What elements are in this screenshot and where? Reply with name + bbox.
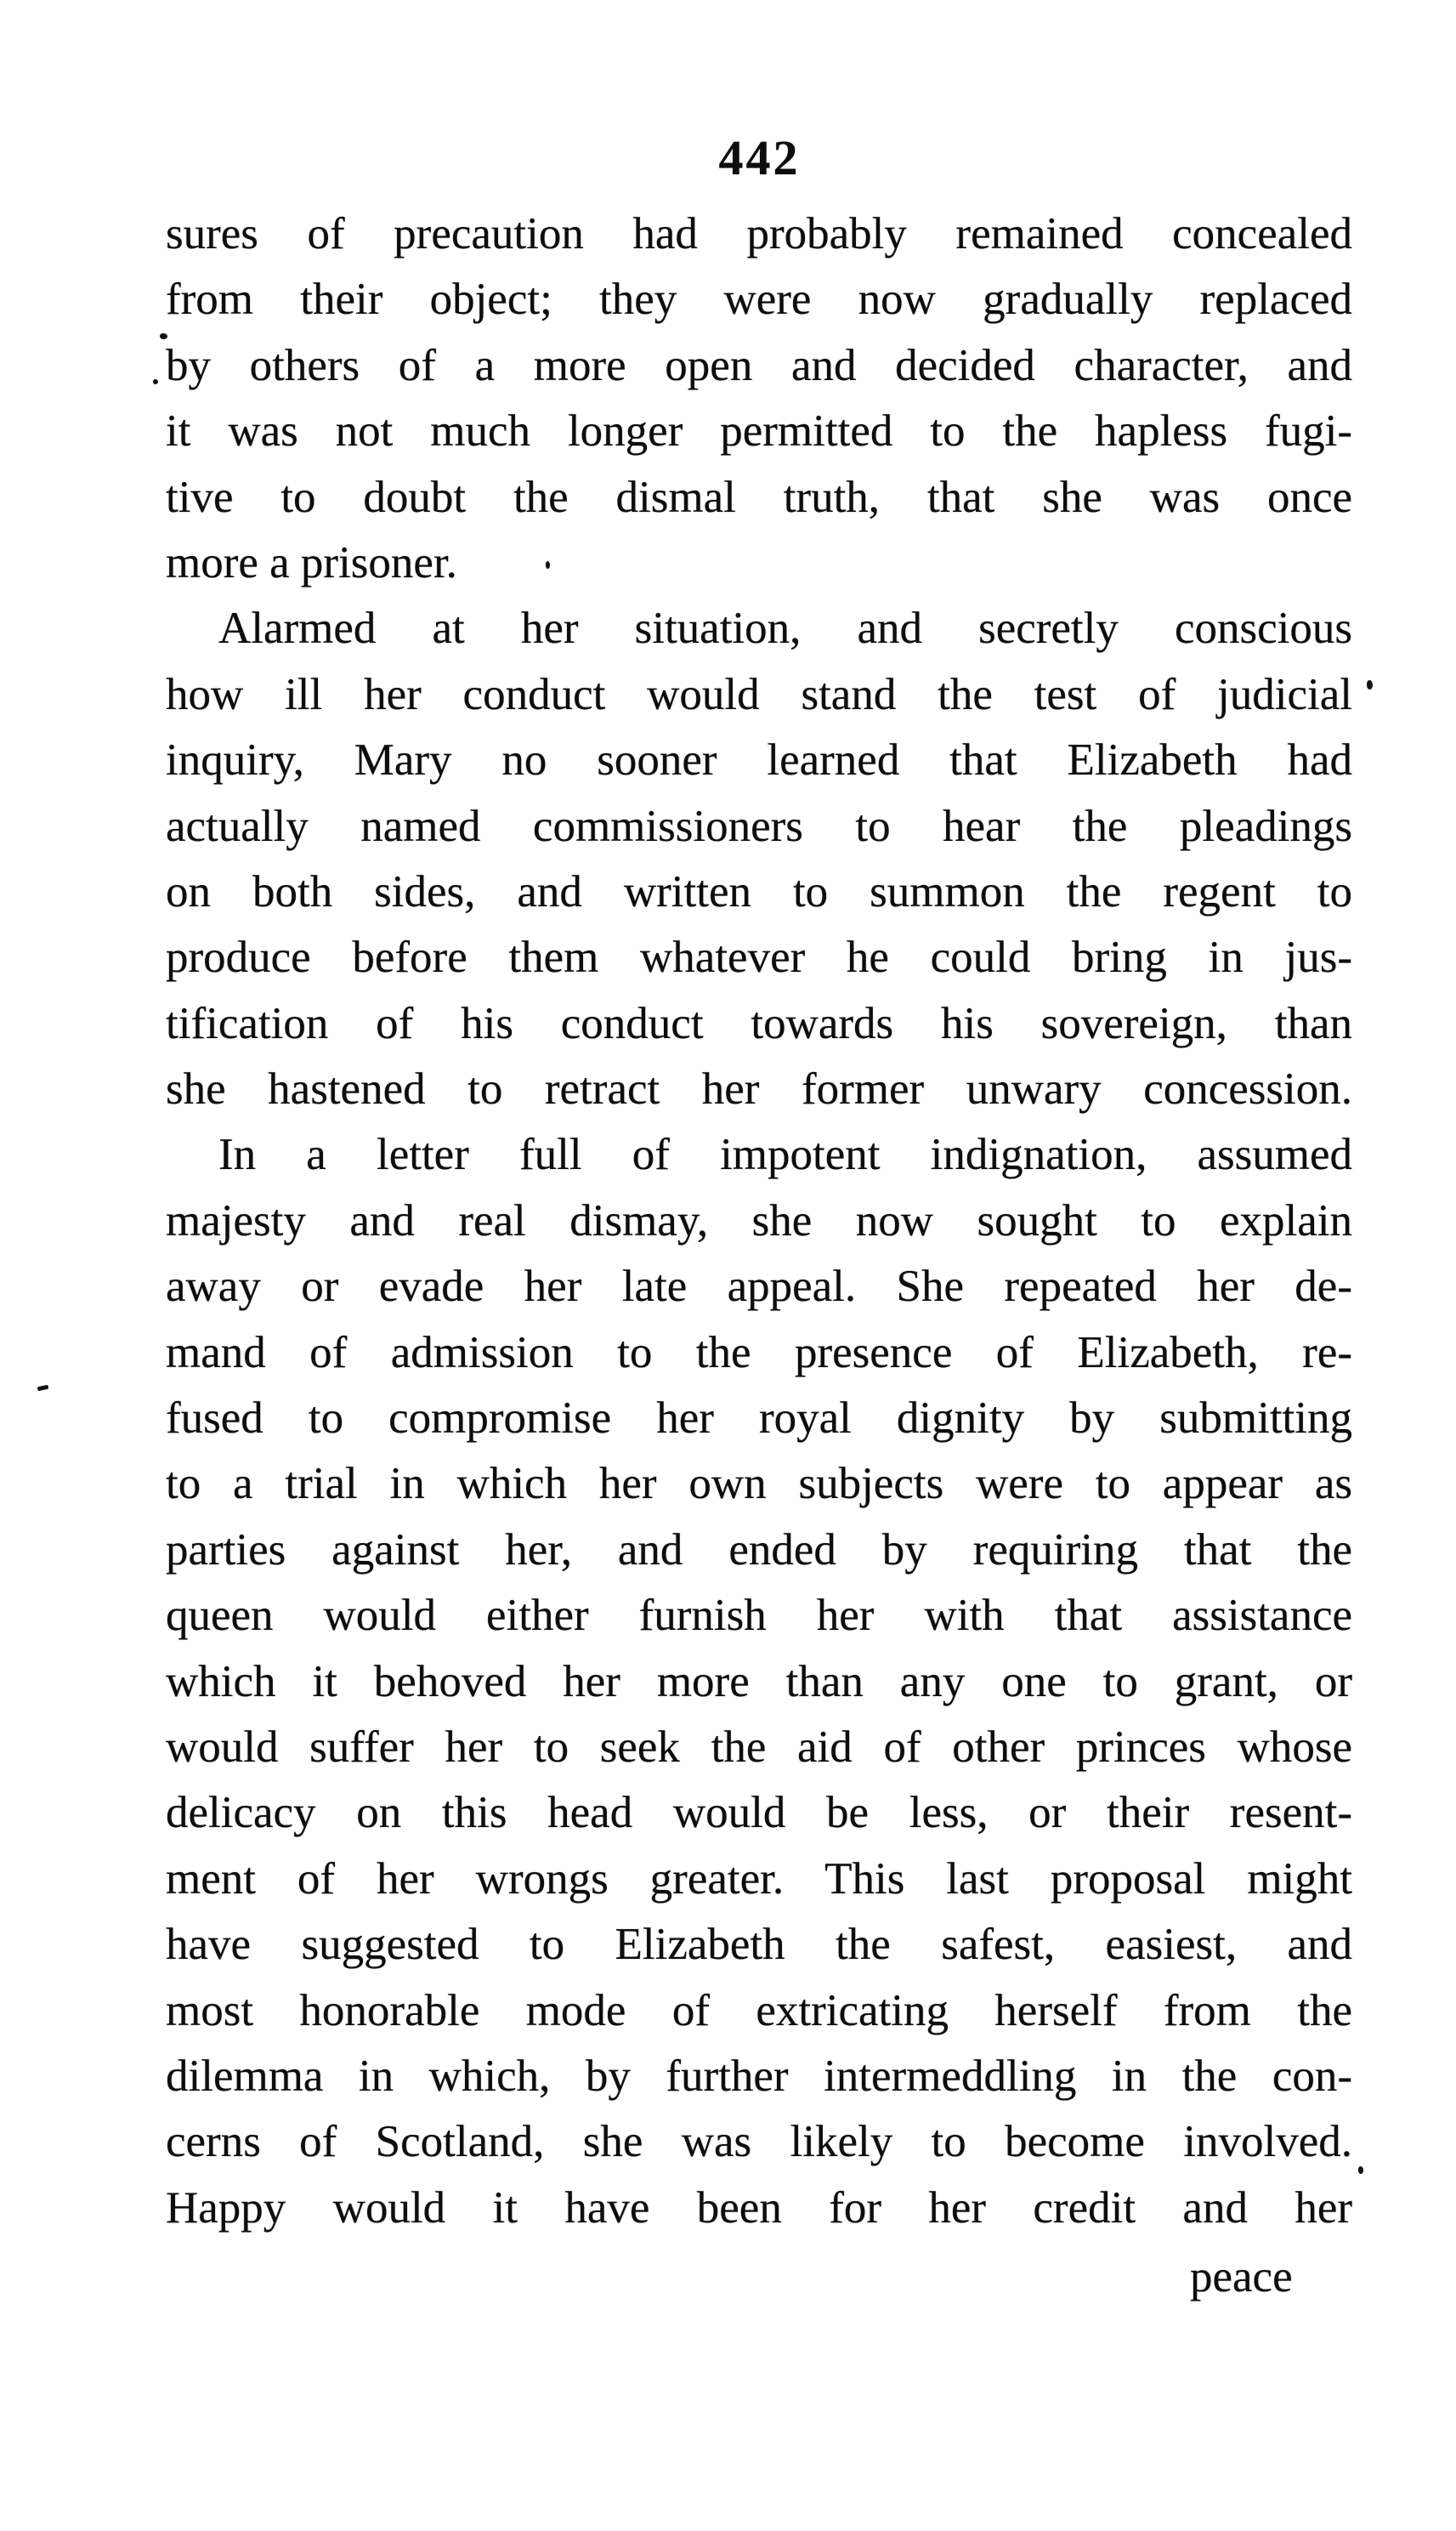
text-line: Alarmed at her situation, and secretly conscious — [218, 604, 1352, 654]
text-line: from their object; they were now gradually replaced — [166, 275, 1352, 325]
text-block — [166, 201, 1352, 2241]
text-line: more a prisoner. — [166, 537, 457, 587]
text-line: actually named commissioners to hear the pleadings — [166, 801, 1352, 851]
text-line: majesty and real dismay, she now sought to explain — [166, 1195, 1352, 1246]
text-line: how ill her conduct would stand the test of judicial — [166, 669, 1352, 719]
text-line: to a trial in which her own subjects were to appear as — [166, 1459, 1352, 1509]
text-line: dilemma in which, by further intermeddling in the con- — [166, 2051, 1352, 2101]
text-line: tive to doubt the dismal truth, that she was once — [166, 472, 1352, 522]
text-line: inquiry, Mary no sooner learned that Elizabeth had — [166, 735, 1352, 786]
text-line: cerns of Scotland, she was likely to become involved. — [166, 2117, 1352, 2167]
text-line: would suffer her to seek the aid of other princes whose — [166, 1722, 1352, 1772]
page-number: 442 — [718, 130, 801, 185]
text-line: by others of a more open and decided character, and — [166, 340, 1352, 390]
text-line: ment of her wrongs greater. This last proposal might — [166, 1853, 1352, 1904]
ink-speck — [1367, 680, 1373, 689]
text-line: away or evade her late appeal. She repeated her de- — [166, 1262, 1352, 1312]
ink-speck — [153, 379, 158, 384]
text-line: queen would either furnish her with that assistance — [166, 1591, 1352, 1641]
text-line: parties against her, and ended by requiring that the — [166, 1524, 1352, 1575]
text-line: delicacy on this head would be less, or their resent- — [166, 1788, 1352, 1838]
ink-speck — [37, 1385, 49, 1392]
text-line: she hastened to retract her former unwary concession. — [166, 1064, 1352, 1115]
ink-speck — [1358, 2166, 1363, 2174]
ink-speck — [160, 333, 167, 339]
text-line: have suggested to Elizabeth the safest, easiest, and — [166, 1920, 1352, 1970]
text-line: sures of precaution had probably remained concealed — [166, 209, 1352, 258]
catchword: peace — [1190, 2252, 1293, 2301]
text-line: mand of admission to the presence of Elizabeth, re- — [166, 1327, 1352, 1377]
text-line: Happy would it have been for her credit and her — [166, 2182, 1352, 2233]
text-line: tification of his conduct towards his sovereign, than — [166, 998, 1352, 1048]
text-line: In a letter full of impotent indignation, assumed — [218, 1130, 1352, 1180]
text-line: which it behoved her more than any one to grant, or — [166, 1656, 1352, 1706]
text-line: it was not much longer permitted to the hapless fugi- — [166, 406, 1352, 457]
text-line: fused to compromise her royal dignity by submitting — [166, 1393, 1352, 1444]
ink-speck — [546, 561, 550, 569]
text-line: produce before them whatever he could bring in jus- — [166, 933, 1352, 983]
text-line: on both sides, and written to summon the regent to — [166, 866, 1352, 916]
text-line: most honorable mode of extricating herself from the — [166, 1985, 1352, 2035]
